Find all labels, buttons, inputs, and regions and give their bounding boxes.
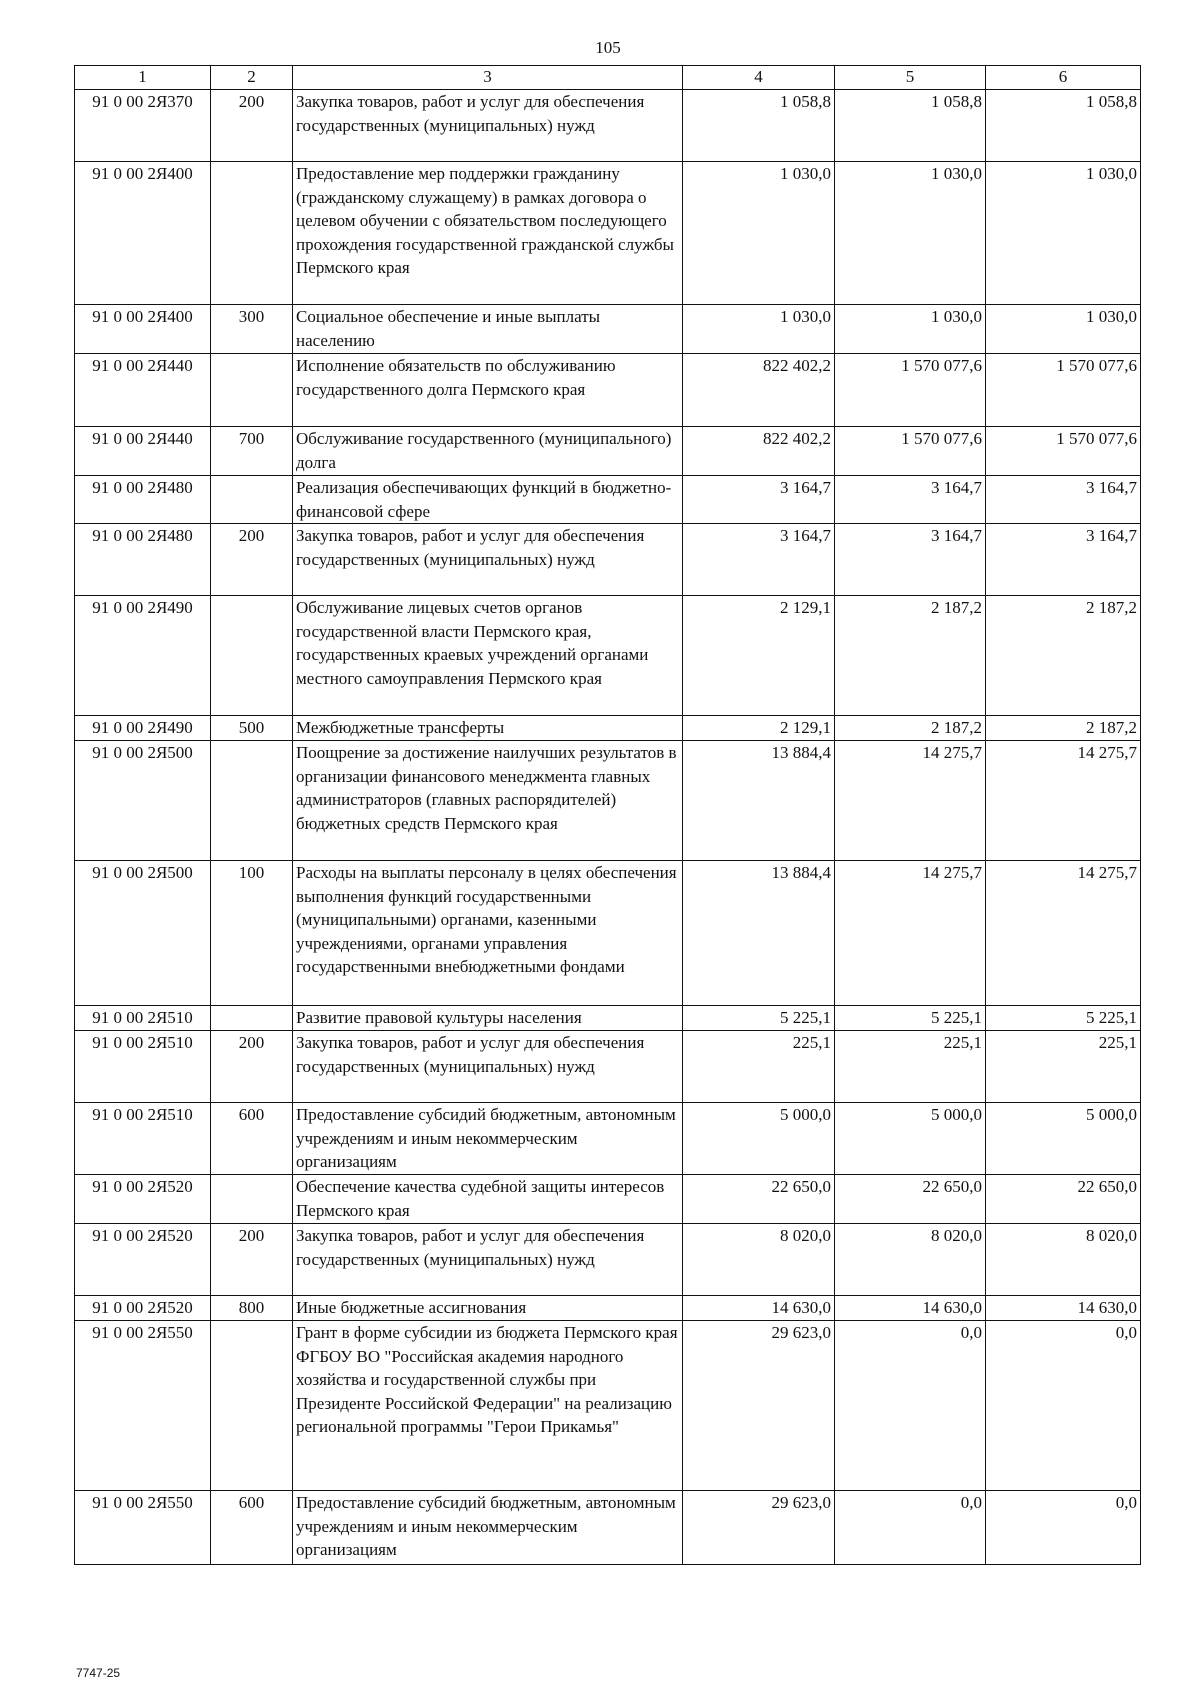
expense-type-cell <box>211 596 293 716</box>
budget-code-cell: 91 0 00 2Я440 <box>75 427 211 476</box>
amount-col4-cell: 13 884,4 <box>683 741 835 861</box>
item-name-cell: Обслуживание государственного (муниципального) долга <box>293 427 683 476</box>
amount-col4-cell: 8 020,0 <box>683 1224 835 1296</box>
amount-col4-cell: 822 402,2 <box>683 354 835 427</box>
amount-col4-cell: 22 650,0 <box>683 1175 835 1224</box>
item-name-cell: Социальное обеспечение и иные выплаты населению <box>293 305 683 354</box>
amount-col5-cell: 0,0 <box>835 1321 986 1491</box>
column-header: 4 <box>683 66 835 90</box>
amount-col4-cell: 225,1 <box>683 1031 835 1103</box>
budget-code-cell: 91 0 00 2Я520 <box>75 1175 211 1224</box>
budget-code-cell: 91 0 00 2Я510 <box>75 1006 211 1031</box>
amount-col5-cell: 5 225,1 <box>835 1006 986 1031</box>
table-row <box>75 1031 1141 1103</box>
amount-col5-cell: 225,1 <box>835 1031 986 1103</box>
item-name-cell: Закупка товаров, работ и услуг для обеспечения государственных (муниципальных) нужд <box>293 90 683 162</box>
amount-col4-cell: 5 000,0 <box>683 1103 835 1175</box>
budget-code-cell: 91 0 00 2Я500 <box>75 741 211 861</box>
expense-type-cell: 800 <box>211 1296 293 1321</box>
amount-col6-cell: 225,1 <box>986 1031 1141 1103</box>
amount-col4-cell: 2 129,1 <box>683 716 835 741</box>
item-name-cell: Поощрение за достижение наилучших результатов в организации финансового менеджмента главных администраторов (главных распорядителей) бюджетных средств Пермского края <box>293 741 683 861</box>
budget-code-cell: 91 0 00 2Я500 <box>75 861 211 1006</box>
amount-col5-cell: 2 187,2 <box>835 596 986 716</box>
table-row <box>75 1103 1141 1175</box>
amount-col6-cell: 1 030,0 <box>986 162 1141 305</box>
amount-col6-cell: 14 275,7 <box>986 741 1141 861</box>
amount-col4-cell: 1 030,0 <box>683 305 835 354</box>
budget-code-cell: 91 0 00 2Я400 <box>75 162 211 305</box>
budget-code-cell: 91 0 00 2Я550 <box>75 1321 211 1491</box>
budget-code-cell: 91 0 00 2Я480 <box>75 524 211 596</box>
item-name-cell: Грант в форме субсидии из бюджета Пермского края ФГБОУ ВО "Российская академия народного хозяйства и государственной службы при Президенте Российской Федерации" на реализацию региональной программы "Герои Прикамья" <box>293 1321 683 1491</box>
item-name-cell: Обслуживание лицевых счетов органов государственной власти Пермского края, государственных краевых учреждений органами местного самоуправления Пермского края <box>293 596 683 716</box>
table-row <box>75 90 1141 162</box>
header-row <box>75 66 1141 90</box>
budget-code-cell: 91 0 00 2Я520 <box>75 1296 211 1321</box>
amount-col4-cell: 29 623,0 <box>683 1491 835 1565</box>
amount-col5-cell: 14 275,7 <box>835 861 986 1006</box>
expense-type-cell <box>211 741 293 861</box>
expense-type-cell: 100 <box>211 861 293 1006</box>
amount-col4-cell: 3 164,7 <box>683 524 835 596</box>
amount-col6-cell: 14 275,7 <box>986 861 1141 1006</box>
item-name-cell: Иные бюджетные ассигнования <box>293 1296 683 1321</box>
table-row <box>75 1224 1141 1296</box>
amount-col5-cell: 3 164,7 <box>835 524 986 596</box>
amount-col5-cell: 14 275,7 <box>835 741 986 861</box>
amount-col5-cell: 1 058,8 <box>835 90 986 162</box>
expense-type-cell <box>211 476 293 524</box>
amount-col6-cell: 5 225,1 <box>986 1006 1141 1031</box>
budget-code-cell: 91 0 00 2Я510 <box>75 1031 211 1103</box>
budget-code-cell: 91 0 00 2Я440 <box>75 354 211 427</box>
expense-type-cell <box>211 354 293 427</box>
amount-col6-cell: 0,0 <box>986 1491 1141 1565</box>
amount-col4-cell: 2 129,1 <box>683 596 835 716</box>
amount-col6-cell: 22 650,0 <box>986 1175 1141 1224</box>
amount-col6-cell: 1 058,8 <box>986 90 1141 162</box>
amount-col5-cell: 1 030,0 <box>835 305 986 354</box>
budget-code-cell: 91 0 00 2Я400 <box>75 305 211 354</box>
table-row <box>75 1175 1141 1224</box>
amount-col5-cell: 2 187,2 <box>835 716 986 741</box>
column-header: 3 <box>293 66 683 90</box>
expense-type-cell: 200 <box>211 1031 293 1103</box>
budget-code-cell: 91 0 00 2Я490 <box>75 716 211 741</box>
table-row <box>75 354 1141 427</box>
expense-type-cell: 700 <box>211 427 293 476</box>
amount-col6-cell: 3 164,7 <box>986 476 1141 524</box>
item-name-cell: Обеспечение качества судебной защиты интересов Пермского края <box>293 1175 683 1224</box>
amount-col5-cell: 8 020,0 <box>835 1224 986 1296</box>
amount-col6-cell: 1 030,0 <box>986 305 1141 354</box>
budget-code-cell: 91 0 00 2Я510 <box>75 1103 211 1175</box>
amount-col5-cell: 14 630,0 <box>835 1296 986 1321</box>
amount-col5-cell: 22 650,0 <box>835 1175 986 1224</box>
table-row <box>75 1296 1141 1321</box>
expense-type-cell: 600 <box>211 1491 293 1565</box>
item-name-cell: Исполнение обязательств по обслуживанию государственного долга Пермского края <box>293 354 683 427</box>
amount-col4-cell: 3 164,7 <box>683 476 835 524</box>
budget-code-cell: 91 0 00 2Я370 <box>75 90 211 162</box>
budget-code-cell: 91 0 00 2Я550 <box>75 1491 211 1565</box>
budget-table <box>74 65 1141 1565</box>
amount-col6-cell: 3 164,7 <box>986 524 1141 596</box>
amount-col6-cell: 1 570 077,6 <box>986 354 1141 427</box>
amount-col6-cell: 0,0 <box>986 1321 1141 1491</box>
budget-code-cell: 91 0 00 2Я520 <box>75 1224 211 1296</box>
expense-type-cell: 600 <box>211 1103 293 1175</box>
table-row <box>75 1491 1141 1565</box>
table-row <box>75 305 1141 354</box>
item-name-cell: Предоставление субсидий бюджетным, автономным учреждениям и иным некоммерческим организациям <box>293 1491 683 1565</box>
item-name-cell: Предоставление мер поддержки гражданину (гражданскому служащему) в рамках договора о целевом обучении с обязательством последующего прохождения государственной гражданской службы Пермского края <box>293 162 683 305</box>
amount-col5-cell: 1 570 077,6 <box>835 354 986 427</box>
amount-col4-cell: 822 402,2 <box>683 427 835 476</box>
page-number: 105 <box>595 38 621 57</box>
expense-type-cell: 200 <box>211 524 293 596</box>
table-row <box>75 741 1141 861</box>
amount-col4-cell: 5 225,1 <box>683 1006 835 1031</box>
expense-type-cell: 300 <box>211 305 293 354</box>
amount-col5-cell: 3 164,7 <box>835 476 986 524</box>
column-header: 2 <box>211 66 293 90</box>
amount-col5-cell: 0,0 <box>835 1491 986 1565</box>
expense-type-cell <box>211 1175 293 1224</box>
amount-col4-cell: 14 630,0 <box>683 1296 835 1321</box>
item-name-cell: Предоставление субсидий бюджетным, автономным учреждениям и иным некоммерческим организациям <box>293 1103 683 1175</box>
budget-code-cell: 91 0 00 2Я480 <box>75 476 211 524</box>
amount-col4-cell: 13 884,4 <box>683 861 835 1006</box>
amount-col4-cell: 1 058,8 <box>683 90 835 162</box>
amount-col4-cell: 29 623,0 <box>683 1321 835 1491</box>
item-name-cell: Развитие правовой культуры населения <box>293 1006 683 1031</box>
table-row <box>75 162 1141 305</box>
amount-col6-cell: 1 570 077,6 <box>986 427 1141 476</box>
expense-type-cell: 200 <box>211 90 293 162</box>
table-row <box>75 1321 1141 1491</box>
budget-code-cell: 91 0 00 2Я490 <box>75 596 211 716</box>
table-row <box>75 524 1141 596</box>
item-name-cell: Реализация обеспечивающих функций в бюджетно-финансовой сфере <box>293 476 683 524</box>
amount-col5-cell: 1 570 077,6 <box>835 427 986 476</box>
item-name-cell: Закупка товаров, работ и услуг для обеспечения государственных (муниципальных) нужд <box>293 1224 683 1296</box>
amount-col5-cell: 5 000,0 <box>835 1103 986 1175</box>
document-code: 7747-25 <box>76 1666 121 1680</box>
item-name-cell: Расходы на выплаты персоналу в целях обеспечения выполнения функций государственными (муниципальными) органами, казенными учреждениями, органами управления государственными внебюджетными фондами <box>293 861 683 1006</box>
table-row <box>75 596 1141 716</box>
amount-col6-cell: 5 000,0 <box>986 1103 1141 1175</box>
column-header: 5 <box>835 66 986 90</box>
amount-col6-cell: 14 630,0 <box>986 1296 1141 1321</box>
amount-col6-cell: 2 187,2 <box>986 716 1141 741</box>
amount-col5-cell: 1 030,0 <box>835 162 986 305</box>
item-name-cell: Закупка товаров, работ и услуг для обеспечения государственных (муниципальных) нужд <box>293 1031 683 1103</box>
item-name-cell: Межбюджетные трансферты <box>293 716 683 741</box>
expense-type-cell <box>211 162 293 305</box>
table-row <box>75 716 1141 741</box>
column-header: 6 <box>986 66 1141 90</box>
expense-type-cell: 200 <box>211 1224 293 1296</box>
item-name-cell: Закупка товаров, работ и услуг для обеспечения государственных (муниципальных) нужд <box>293 524 683 596</box>
table-row <box>75 427 1141 476</box>
expense-type-cell <box>211 1006 293 1031</box>
column-header: 1 <box>75 66 211 90</box>
amount-col6-cell: 8 020,0 <box>986 1224 1141 1296</box>
expense-type-cell <box>211 1321 293 1491</box>
table-row <box>75 476 1141 524</box>
amount-col6-cell: 2 187,2 <box>986 596 1141 716</box>
expense-type-cell: 500 <box>211 716 293 741</box>
amount-col4-cell: 1 030,0 <box>683 162 835 305</box>
table-row <box>75 1006 1141 1031</box>
table-row <box>75 861 1141 1006</box>
